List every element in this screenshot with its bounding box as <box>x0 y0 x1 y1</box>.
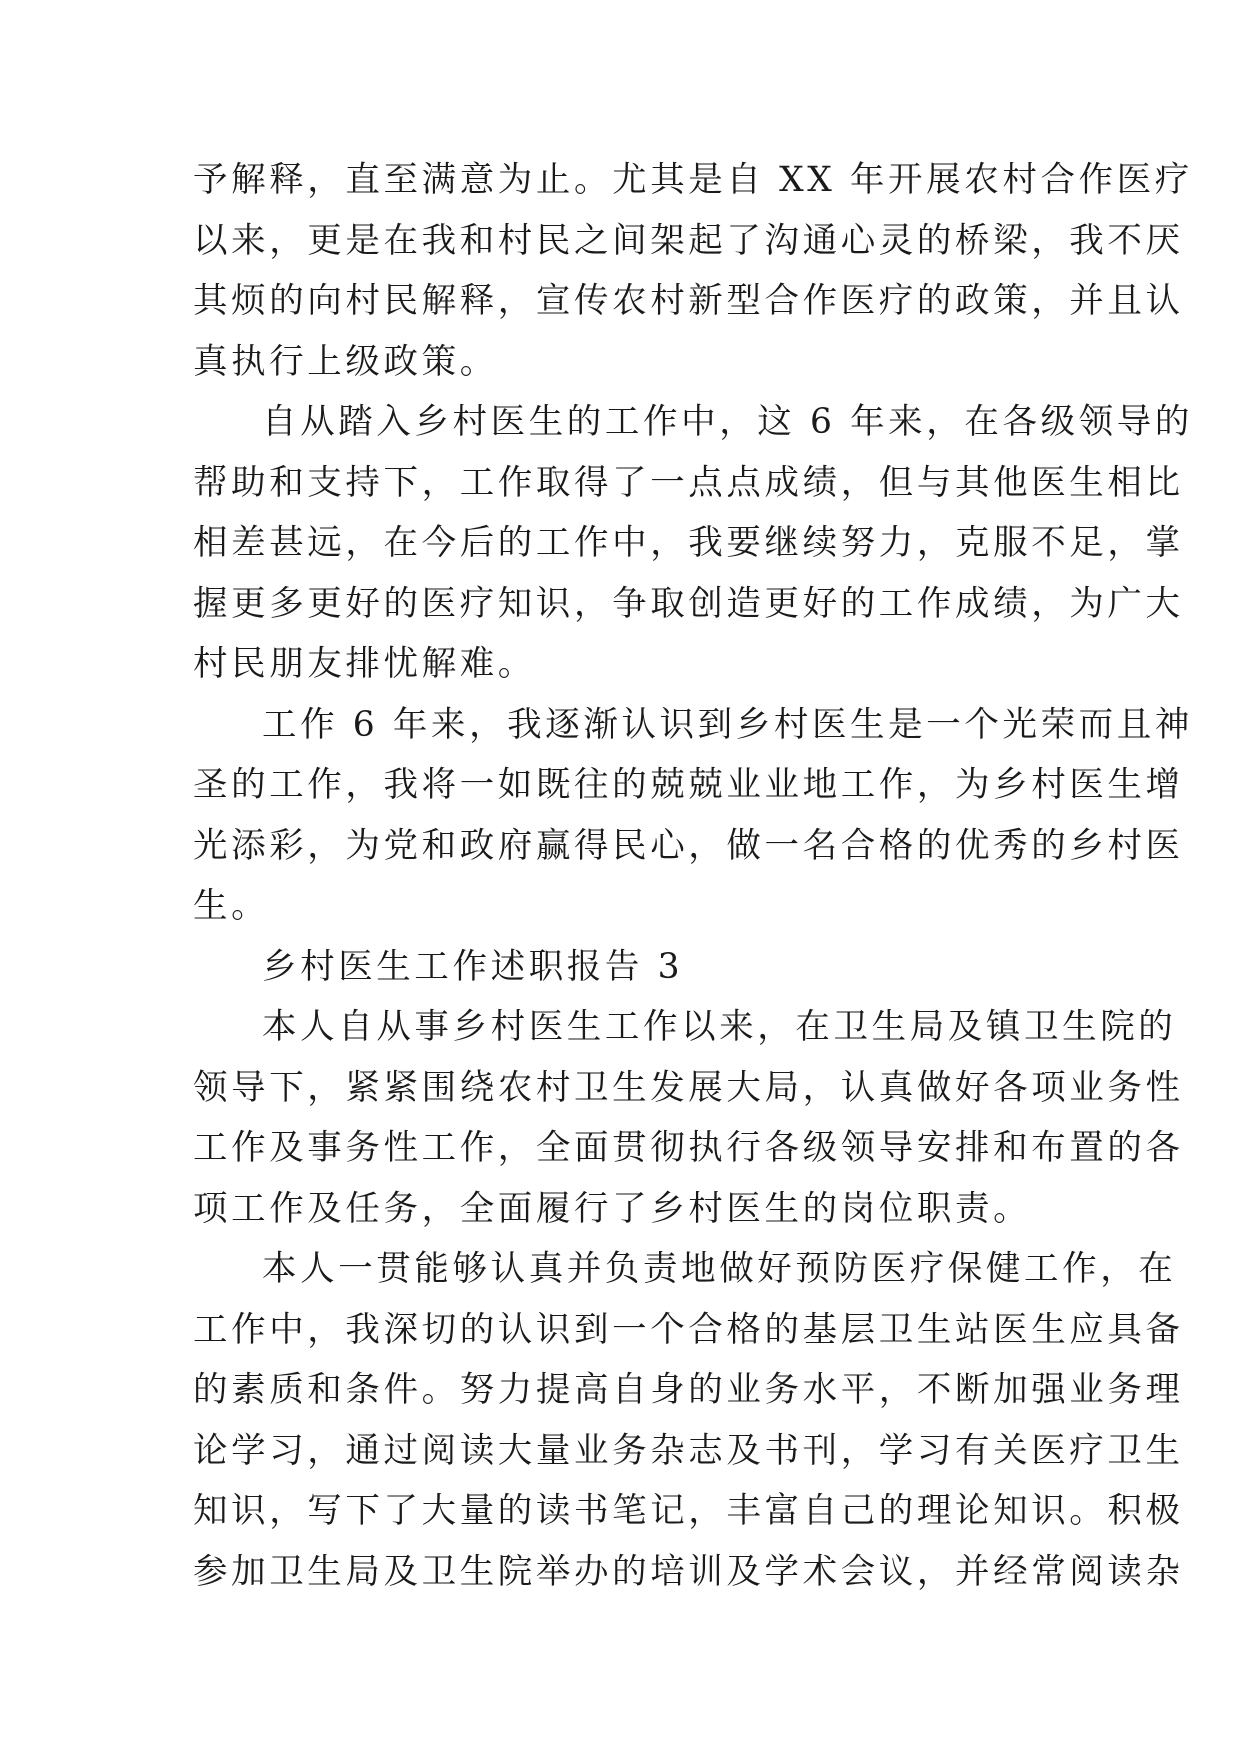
text-line: 相差甚远，在今后的工作中，我要继续努力，克服不足，掌 <box>193 523 1184 563</box>
text-line: 真执行上级政策。 <box>193 341 498 382</box>
text-line: 知识，写下了大量的读书笔记，丰富自己的理论知识。积极 <box>193 1491 1184 1531</box>
document-body <box>193 150 1193 1602</box>
text-line: 工作中，我深切的认识到一个合格的基层卫生站医生应具备 <box>193 1309 1184 1350</box>
text-line: 村民朋友排忧解难。 <box>193 644 536 684</box>
text-line: 握更多更好的医疗知识，争取创造更好的工作成绩，为广大 <box>193 583 1184 624</box>
paragraph-first-line: 本人一贯能够认真并负责地做好预防医疗保健工作，在 <box>262 1249 1177 1289</box>
text-line: 生。 <box>193 886 270 926</box>
text-line: 予解释，直至满意为止。尤其是自 XX 年开展农村合作医疗 <box>193 160 1193 200</box>
paragraph-first-line: 工作 6 年来，我逐渐认识到乡村医生是一个光荣而且神 <box>262 704 1193 745</box>
text-line: 光添彩，为党和政府赢得民心，做一名合格的优秀的乡村医 <box>193 825 1184 866</box>
paragraph-first-line: 自从踏入乡村医生的工作中，这 6 年来，在各级领导的 <box>262 402 1193 442</box>
text-line: 工作及事务性工作，全面贯彻执行各级领导安排和布置的各 <box>193 1128 1184 1168</box>
text-line: 的素质和条件。努力提高自身的业务水平，不断加强业务理 <box>193 1370 1184 1410</box>
text-line: 帮助和支持下，工作取得了一点点成绩，但与其他医生相比 <box>193 462 1184 503</box>
text-line: 圣的工作，我将一如既往的兢兢业业地工作，为乡村医生增 <box>193 765 1184 805</box>
text-line: 领导下，紧紧围绕农村卫生发展大局，认真做好各项业务性 <box>193 1067 1184 1108</box>
text-line: 参加卫生局及卫生院举办的培训及学术会议，并经常阅读杂 <box>193 1551 1184 1592</box>
section-heading: 乡村医生工作述职报告 3 <box>262 946 684 987</box>
text-line: 其烦的向村民解释，宣传农村新型合作医疗的政策，并且认 <box>193 281 1184 321</box>
text-line: 项工作及任务，全面履行了乡村医生的岗位职责。 <box>193 1188 1032 1229</box>
text-line: 以来，更是在我和村民之间架起了沟通心灵的桥梁，我不厌 <box>193 220 1184 261</box>
paragraph-first-line: 本人自从事乡村医生工作以来，在卫生局及镇卫生院的 <box>262 1007 1177 1047</box>
text-line: 论学习，通过阅读大量业务杂志及书刊，学习有关医疗卫生 <box>193 1430 1184 1471</box>
